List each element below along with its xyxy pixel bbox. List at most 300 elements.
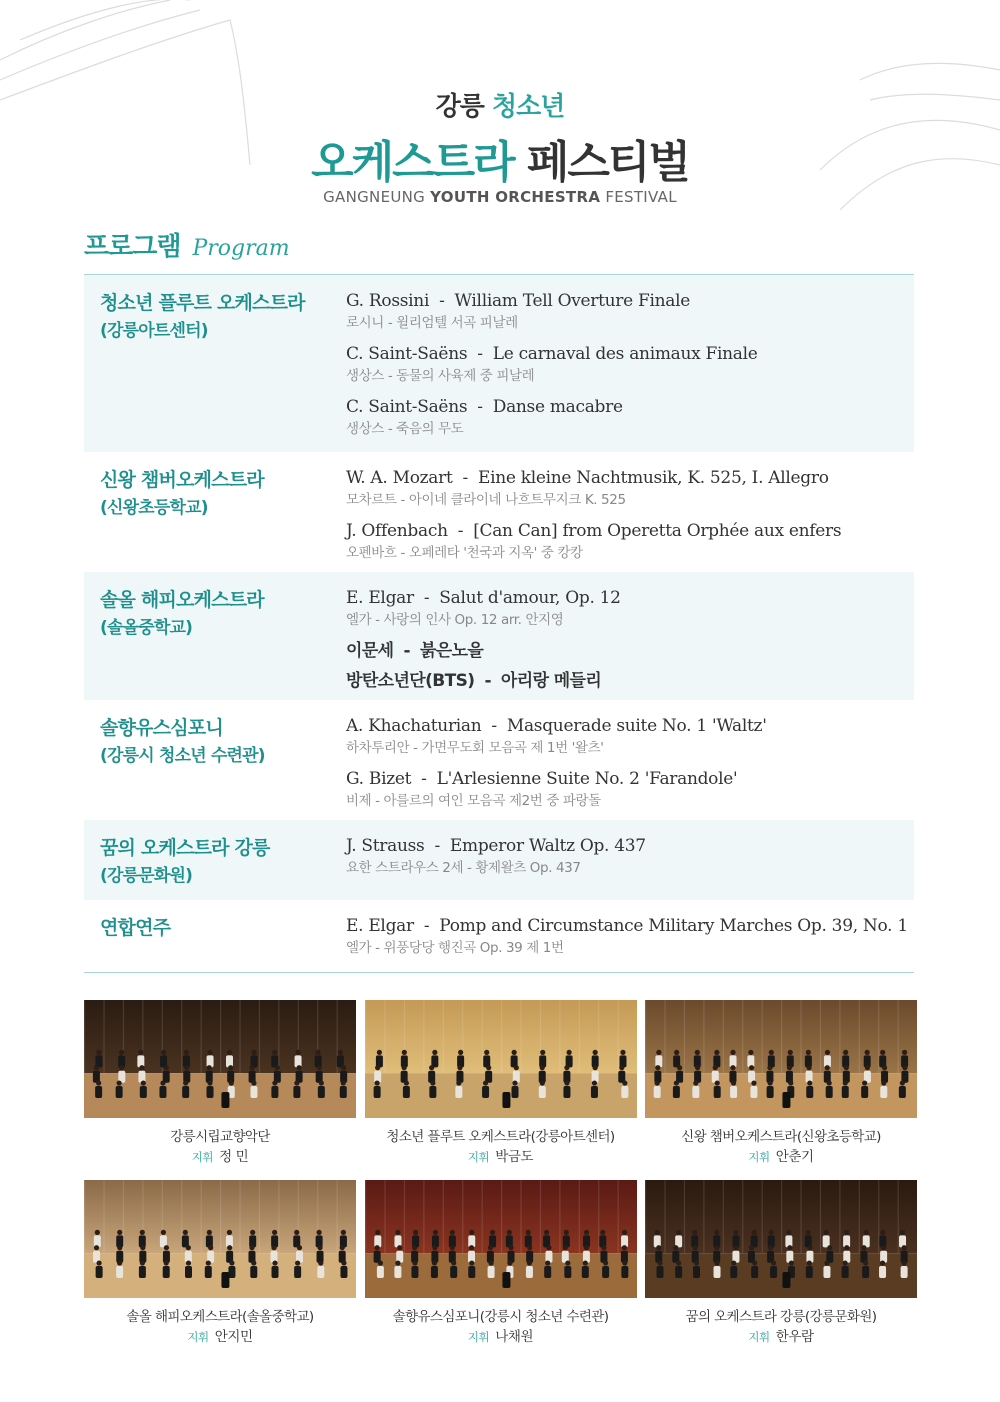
orchestra-photo [84,1000,356,1118]
composer: E. Elgar [346,916,414,936]
musician-head [565,1260,570,1265]
musician-head [271,1245,276,1250]
musician-head [900,1230,905,1235]
musician-head [207,1065,212,1070]
musician-head [714,1050,719,1055]
musician-head [786,1230,791,1235]
wall-panel-line [384,1000,385,1073]
musician-head [96,1080,101,1085]
musician-head [250,1230,255,1235]
wall-panel-line [839,1180,840,1253]
musician-figure [767,1086,774,1098]
piece-title: 붉은노을 [419,641,484,661]
piece-title-line [346,834,914,858]
orchestra-photo-card [365,1180,637,1346]
separator-dash: - [477,397,483,417]
musician-head [117,1260,122,1265]
musician-head [207,1050,212,1055]
orchestra-name: 솔올 해피오케스트라 [100,589,264,611]
musician-head [138,1050,143,1055]
piece-title-line [346,714,914,738]
musician-head [824,1260,829,1265]
orchestra-photo-card [645,1000,917,1166]
musician-head [395,1230,400,1235]
conductor-figure [782,1272,790,1288]
program-row [84,900,914,972]
piece-list [346,900,914,972]
musician-head [377,1260,382,1265]
musician-head [140,1245,145,1250]
musician-head [249,1065,254,1070]
separator-dash: - [423,588,430,608]
musician-figure [673,1086,680,1098]
musician-figure [826,1086,833,1098]
musician-figure [250,1086,257,1098]
musician-head [583,1230,588,1235]
musician-head [525,1230,530,1235]
musician-figure [770,1266,777,1278]
musician-head [564,1080,569,1085]
musician-head [768,1080,773,1085]
wall-panel-line [559,1180,560,1253]
photo-caption-conductor [365,1328,637,1346]
musician-head [583,1245,588,1250]
wall-panel-line [703,1180,704,1253]
musician-head [317,1245,322,1250]
program-piece [346,586,914,630]
orchestra-photo-card [365,1000,637,1166]
program-table [84,274,914,973]
musician-head [341,1260,346,1265]
musician-head [621,1245,626,1250]
musician-figure [271,1086,278,1098]
wall-panel-line [423,1180,424,1253]
wall-panel-line [539,1180,540,1253]
musician-head [592,1065,597,1070]
musician-figure [861,1086,868,1098]
musician-head [807,1245,812,1250]
musician-head [207,1080,212,1085]
conductor-name: 한우람 [775,1329,814,1345]
musician-figure [317,1266,324,1278]
wall-panel-line [201,1000,202,1073]
header-line-1 [0,86,1000,120]
wall-panel-line [664,1180,665,1253]
musician-head [487,1245,492,1250]
orchestra-venue: (강릉시 청소년 수련관) [100,746,265,766]
musician-head [880,1230,885,1235]
musician-head [674,1080,679,1085]
musician-head [693,1245,698,1250]
musician-head [208,1245,213,1250]
program-piece [346,342,914,386]
wall-panel-line [103,1180,104,1253]
composer: 방탄소년단(BTS) [346,671,475,691]
wall-panel-line [259,1180,260,1253]
musician-head [484,1050,489,1055]
musician-head [317,1230,322,1235]
musician-head [318,1260,323,1265]
wall-panel-line [617,1000,618,1073]
musician-head [767,1065,772,1070]
piece-korean-title: 생상스 - 동물의 사육제 중 피날레 [346,368,535,384]
musician-figure [564,1266,571,1278]
musician-head [117,1245,122,1250]
musician-figure [714,1086,721,1098]
musician-head [546,1245,551,1250]
musician-figure [394,1266,401,1278]
wall-panel-line [898,1000,899,1073]
musician-head [677,1065,682,1070]
wall-panel-line [800,1180,801,1253]
musician-figure [880,1086,887,1098]
musician-head [600,1230,605,1235]
musician-figure [272,1266,279,1278]
musician-figure [899,1086,906,1098]
musician-head [319,1080,324,1085]
musician-head [294,1230,299,1235]
musician-head [512,1080,517,1085]
wall-panel-line [839,1000,840,1073]
musician-head [489,1230,494,1235]
wall-panel-line [520,1000,521,1073]
musician-head [295,1260,300,1265]
musician-head [749,1065,754,1070]
musician-head [97,1260,102,1265]
musician-head [457,1065,462,1070]
musician-head [458,1050,463,1055]
program-row [84,700,914,820]
musician-figure [450,1266,457,1278]
musician-figure [185,1266,192,1278]
wall-panel-line [384,1180,385,1253]
wall-panel-line [859,1180,860,1253]
musician-figure [692,1086,699,1098]
musician-figure [511,1086,518,1098]
program-piece [346,519,914,563]
separator-dash: - [484,671,491,691]
musician-figure [842,1266,849,1278]
conductor-label: 지휘 [187,1330,209,1344]
wall-panel-line [742,1000,743,1073]
musician-head [806,1050,811,1055]
piece-korean-title: 비제 - 아를르의 여인 모음곡 제2번 중 파랑돌 [346,793,601,809]
composer: G. Rossini [346,291,430,311]
musician-head [513,1065,518,1070]
musician-head [184,1065,189,1070]
musician-figure [293,1086,300,1098]
orchestra-name: 꿈의 오케스트라 강릉 [100,837,270,859]
musician-figure [140,1086,147,1098]
musician-head [788,1050,793,1055]
piece-list [346,700,914,820]
musician-figure [207,1086,214,1098]
wall-panel-line [559,1000,560,1073]
program-piece [346,714,914,758]
musician-figure [163,1266,170,1278]
wall-panel-line [578,1000,579,1073]
piece-title: Danse macabre [492,397,623,417]
conductor-label: 지휘 [191,1150,214,1164]
wall-panel-line [578,1180,579,1253]
musician-head [902,1260,907,1265]
orchestra-info [84,452,346,572]
wall-panel-line [278,1180,279,1253]
musician-head [769,1050,774,1055]
piece-korean-title: 생상스 - 죽음의 무도 [346,421,464,437]
musician-head [341,1230,346,1235]
musician-head [563,1230,568,1235]
musician-head [527,1245,532,1250]
musician-head [591,1080,596,1085]
musician-head [164,1260,169,1265]
wall-panel-line [820,1000,821,1073]
musician-figure [544,1266,551,1278]
wall-panel-line [878,1000,879,1073]
musician-head [843,1260,848,1265]
musician-figure [879,1266,886,1278]
orchestra-photo-illustration [365,1180,637,1298]
title-orchestra: 오케스트라 [311,137,514,188]
piece-korean-title: 로시니 - 윌리엄텔 서곡 피날레 [346,315,518,331]
orchestra-info [84,572,346,700]
musician-head [468,1245,473,1250]
musician-head [865,1065,870,1070]
festival-header [0,86,1000,206]
piece-list [346,820,914,900]
musician-head [340,1245,345,1250]
composer: G. Bizet [346,769,412,789]
program-heading-english: Program [192,236,290,261]
orchestra-photo-illustration [645,1180,917,1298]
musician-head [451,1260,456,1265]
musician-head [251,1080,256,1085]
musician-head [506,1230,511,1235]
wall-panel-line [201,1180,202,1253]
musician-figure [468,1266,475,1278]
musician-head [676,1260,681,1265]
wall-panel-line [762,1000,763,1073]
musician-figure [228,1266,235,1278]
wall-panel-line [617,1180,618,1253]
musician-figure [621,1086,628,1098]
program-piece [346,466,914,510]
musician-head [431,1260,436,1265]
musician-head [619,1065,624,1070]
photo-row [84,1000,917,1166]
wall-panel-line [859,1000,860,1073]
musician-figure [373,1086,380,1098]
program-row [84,820,914,900]
musician-head [430,1080,435,1085]
musician-head [731,1260,736,1265]
musician-head [865,1050,870,1055]
conductor-name: 안지민 [214,1329,253,1345]
musician-head [730,1065,735,1070]
musician-head [807,1080,812,1085]
en-title-part-2: YOUTH ORCHESTRA [430,188,601,206]
musician-figure [751,1266,758,1278]
musician-head [251,1050,256,1055]
musician-head [96,1050,101,1055]
musician-figure [430,1266,437,1278]
musician-head [297,1245,302,1250]
photo-caption-conductor [365,1148,637,1166]
musician-head [621,1230,626,1235]
conductor-label: 지휘 [467,1150,490,1164]
conductor-label: 지휘 [467,1330,490,1344]
musician-head [275,1065,280,1070]
orchestra-photo-card [84,1180,356,1346]
musician-head [94,1245,99,1250]
musician-head [592,1050,597,1055]
wall-panel-line [684,1000,685,1073]
wall-panel-line [820,1180,821,1253]
orchestra-photo-illustration [645,1000,917,1118]
musician-figure [730,1266,737,1278]
musician-head [412,1230,417,1235]
musician-head [714,1230,719,1235]
musician-head [714,1245,719,1250]
musician-figure [901,1266,908,1278]
musician-head [881,1080,886,1085]
musician-figure [294,1266,301,1278]
musician-head [827,1245,832,1250]
musician-head [715,1080,720,1085]
wall-panel-line [462,1180,463,1253]
program-piece [346,395,914,439]
wall-panel-line [220,1180,221,1253]
musician-figure [318,1086,325,1098]
musician-figure [116,1266,123,1278]
musician-figure [340,1266,347,1278]
musician-head [183,1080,188,1085]
wall-panel-line [781,1000,782,1073]
wall-panel-line [259,1000,260,1073]
musician-head [752,1260,757,1265]
musician-head [401,1050,406,1055]
wall-panel-line [220,1000,221,1073]
musician-head [566,1050,571,1055]
musician-figure [482,1086,489,1098]
separator-dash: - [403,641,410,661]
wall-panel-line [645,1000,646,1073]
musician-head [902,1050,907,1055]
musician-figure [411,1266,418,1278]
musician-head [674,1050,679,1055]
orchestra-venue: (강릉문화원) [100,866,193,886]
musician-head [582,1260,587,1265]
orchestra-info [84,820,346,900]
musician-head [186,1260,191,1265]
musician-head [862,1080,867,1085]
musician-head [864,1230,869,1235]
wall-panel-line [337,1180,338,1253]
orchestra-name: 청소년 플루트 오케스트라 [100,292,305,314]
piece-title: William Tell Overture Finale [454,291,690,311]
orchestra-photo-illustration [84,1000,356,1118]
musician-head [752,1230,757,1235]
conductor-name: 안춘기 [775,1149,814,1165]
musician-head [771,1260,776,1265]
wall-panel-line [645,1180,646,1253]
musician-head [787,1065,792,1070]
title-festival: 페스티벌 [526,137,689,188]
musician-figure [95,1086,102,1098]
musician-head [401,1065,406,1070]
musician-head [117,1080,122,1085]
musician-head [543,1230,548,1235]
wall-panel-line [878,1180,879,1253]
conductor-figure [502,1092,510,1108]
piece-list [346,452,914,572]
program-heading-korean: 프로그램 [84,232,181,262]
musician-head [656,1245,661,1250]
separator-dash: - [477,344,483,364]
musician-head [880,1260,885,1265]
piece-list [346,572,914,700]
musician-head [539,1065,544,1070]
wall-panel-line [442,1180,443,1253]
piece-korean-title: 요한 스트라우스 2세 - 황제왈츠 Op. 437 [346,860,581,876]
musician-head [272,1080,277,1085]
musician-head [603,1260,608,1265]
en-title-part-1: GANGNEUNG [323,188,426,206]
separator-dash: - [421,769,427,789]
musician-head [296,1065,301,1070]
piece-title-line [346,466,914,490]
photo-caption-orchestra: 솔향유스심포니(강릉시 청소년 수련관) [392,1309,609,1325]
musician-head [824,1230,829,1235]
musician-head [207,1230,212,1235]
musician-head [161,1230,166,1235]
piece-title: [Can Can] from Operetta Orphée aux enfers [473,521,842,541]
composer: J. Strauss [346,836,425,856]
header-city: 강릉 [435,92,484,122]
piece-title-line [346,519,914,543]
musician-head [469,1230,474,1235]
wall-panel-line [501,1180,502,1253]
musician-head [140,1230,145,1235]
musician-figure [563,1086,570,1098]
musician-head [693,1080,698,1085]
musician-head [863,1260,868,1265]
musician-figure [402,1086,409,1098]
musician-figure [581,1266,588,1278]
piece-korean-title: 엘가 - 위풍당당 행진곡 Op. 39 제 1번 [346,940,564,956]
program-heading [84,226,290,263]
orchestra-name: 신왕 챔버오케스트라 [100,469,264,491]
musician-figure [250,1266,257,1278]
header-youth: 청소년 [491,92,565,122]
musician-head [622,1080,627,1085]
musician-head [395,1260,400,1265]
musician-head [227,1230,232,1235]
musician-figure [205,1266,212,1278]
musician-figure [602,1266,609,1278]
musician-head [141,1080,146,1085]
musician-head [184,1050,189,1055]
musician-figure [116,1086,123,1098]
musician-head [186,1245,191,1250]
wall-panel-line [781,1180,782,1253]
musician-head [881,1245,886,1250]
conductor-label: 지휘 [748,1330,770,1344]
musician-head [768,1245,773,1250]
musician-figure [429,1086,436,1098]
wall-panel-line [403,1180,404,1253]
musician-head [375,1230,380,1235]
